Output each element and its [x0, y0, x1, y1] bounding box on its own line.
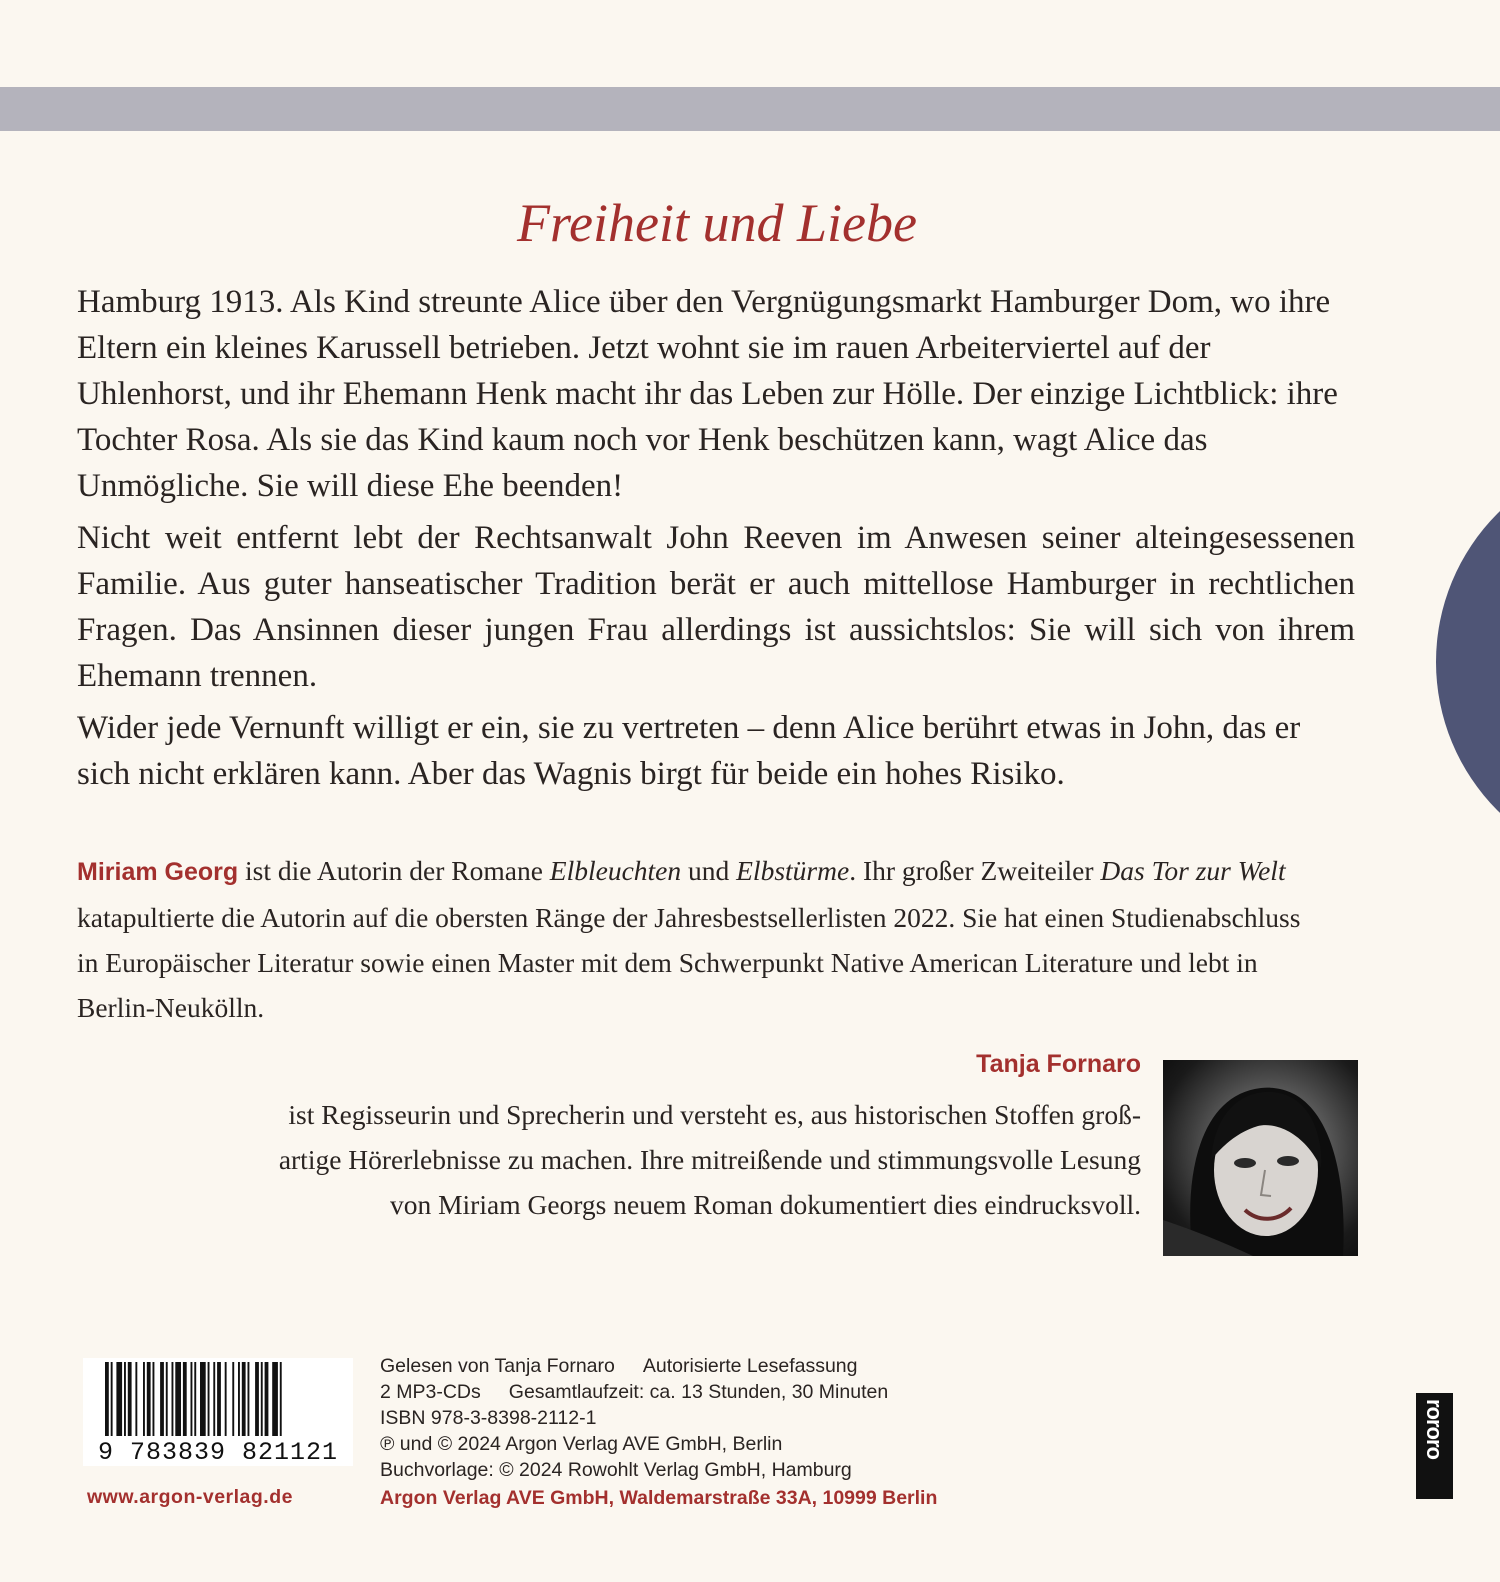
- decorative-circle: [1436, 452, 1500, 872]
- website-link[interactable]: www.argon-verlag.de: [87, 1486, 293, 1508]
- copyright: ℗ und © 2024 Argon Verlag AVE GmbH, Berlin: [380, 1433, 783, 1455]
- format: 2 MP3-CDs: [380, 1381, 481, 1403]
- author-text: . Ihr großer Zweiteiler: [849, 855, 1101, 886]
- read-by: Gelesen von Tanja Fornaro: [380, 1355, 615, 1377]
- credits: [380, 1353, 1140, 1511]
- author-bio: [77, 848, 1317, 1030]
- runtime: Gesamtlaufzeit: ca. 13 Stunden, 30 Minuten: [508, 1381, 889, 1403]
- synopsis-paragraph-3: Wider jede Vernunft willigt er ein, sie zu vertreten – denn Alice berührt etwas in John, das er sich nicht erklären kann. Aber das Wagnis birgt für beide ein hohes Risiko.: [77, 710, 1301, 792]
- author-text: ist die Autorin der Romane: [238, 855, 550, 886]
- author-text: katapultierte die Autorin auf die obersten Ränge der Jahresbestsellerlisten 2022. Sie hat einen Studienabschluss in Europäischer Literatur sowie einen Master mit dem Schwerpunkt Native American Literature und lebt in Berlin-Neukölln.: [77, 902, 1301, 1023]
- synopsis-paragraph-2: Nicht weit entfernt lebt der Rechtsanwalt John Reeven im Anwesen seiner alteingesessenen Familie. Aus guter hanseatischer Tradition berät er auch mittellose Hamburger in rechtlichen Fragen. Das Ansinnen dieser jungen Frau allerdings ist aussichtslos: Sie will sich von ihrem Ehemann trennen.: [77, 520, 1355, 694]
- speaker-bio-line: von Miriam Georgs neuem Roman dokumentiert dies eindrucksvoll.: [389, 1189, 1141, 1220]
- synopsis-paragraph-1: Hamburg 1913. Als Kind streunte Alice über den Vergnügungsmarkt Hamburger Dom, wo ihre Eltern ein kleines Karussell betrieben. Jetzt wohnt sie im rauen Arbeiterviertel auf der Uhlenhorst, und ihr Ehemann Henk macht ihr das Leben zur Hölle. Der einzige Lichtblick: ihre Tochter Rosa. Als sie das Kind kaum noch vor Henk beschützen kann, wagt Alice das Unmögliche. Sie will diese Ehe beenden!: [77, 284, 1338, 504]
- credits-row: [380, 1353, 1140, 1379]
- barcode: [83, 1358, 353, 1466]
- page-title: Freiheit und Liebe: [517, 193, 917, 253]
- book-title: Elbleuchten: [549, 855, 682, 886]
- synopsis: [77, 279, 1355, 803]
- rororo-logo-text: rororo: [1422, 1399, 1447, 1459]
- edition: Autorisierte Lesefassung: [642, 1355, 858, 1377]
- speaker-bio: [100, 1092, 1141, 1227]
- speaker-portrait: [1163, 1060, 1358, 1256]
- source-book: Buchvorlage: © 2024 Rowohlt Verlag GmbH, Hamburg: [380, 1459, 852, 1481]
- rororo-logo: [1416, 1393, 1453, 1499]
- speaker-bio-line: ist Regisseurin und Sprecherin und versteht es, aus historischen Stoffen groß-: [288, 1099, 1141, 1130]
- speaker-bio-line: artige Hörerlebnisse zu machen. Ihre mitreißende und stimmungsvolle Lesung: [278, 1144, 1141, 1175]
- credits-row: [380, 1379, 1140, 1405]
- book-title: Das Tor zur Welt: [1100, 855, 1286, 886]
- author-name: Miriam Georg: [77, 858, 239, 886]
- isbn: ISBN 978-3-8398-2112-1: [380, 1407, 597, 1429]
- speaker-name: Tanja Fornaro: [976, 1050, 1141, 1078]
- top-color-band: [0, 87, 1500, 131]
- book-title: Elbstürme: [736, 855, 850, 886]
- barcode-digits: 9 783839 821121: [97, 1438, 339, 1467]
- publisher-address: Argon Verlag AVE GmbH, Waldemarstraße 33A, 10999 Berlin: [380, 1487, 938, 1509]
- author-text: und: [681, 855, 737, 886]
